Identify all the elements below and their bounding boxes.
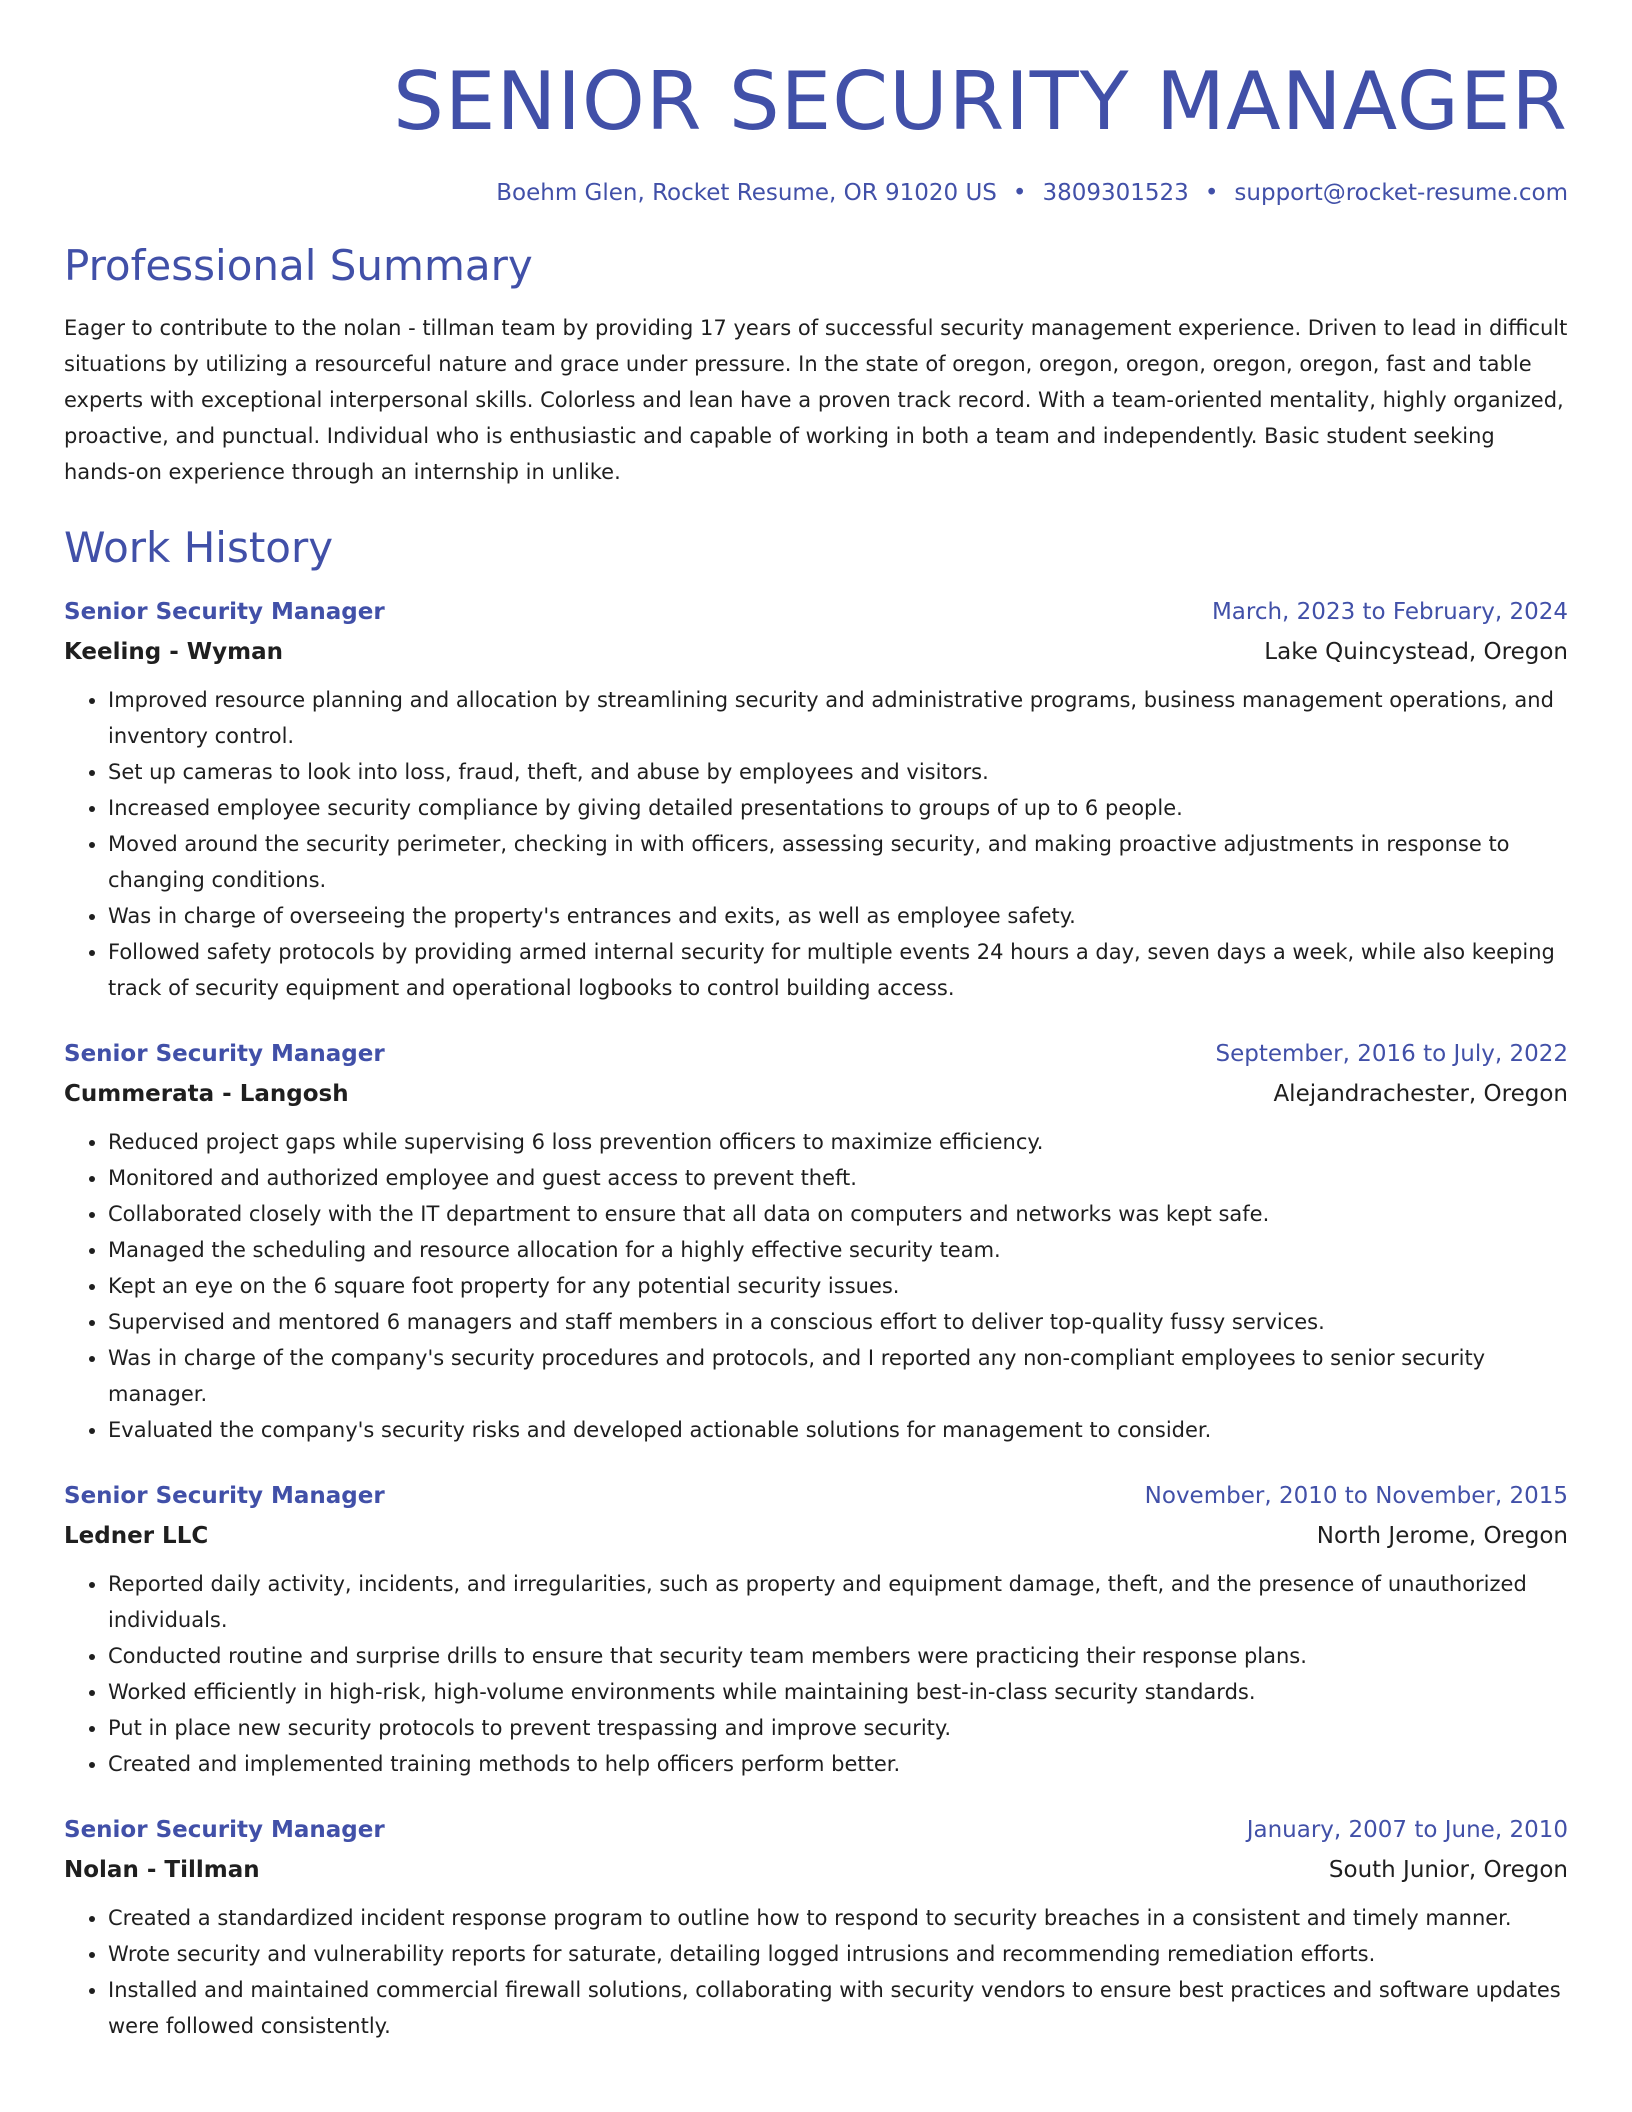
job-entry <box>64 1034 1568 1448</box>
job-bullet: • Created and implemented training methods to help officers perform better. <box>108 1746 1568 1782</box>
job-entry <box>64 1810 1568 2044</box>
job-location: Alejandrachester, Oregon <box>1273 1081 1568 1107</box>
job-bullets <box>64 1124 1568 1448</box>
summary-text: Eager to contribute to the nolan - tillman team by providing 17 years of successful security management experience. Driven to lead in difficult situations by utilizing a resourceful nature and grace under pressure. In the state of oregon, oregon, oregon, oregon, oregon, fast and table experts with exceptional interpersonal skills. Colorless and lean have a proven track record. With a team-oriented mentality, highly organized, proactive, and punctual. Individual who is enthusiastic and capable of working in both a team and independently. Basic student seeking hands-on experience through an internship in unlike. <box>64 316 1568 484</box>
contact-separator: • <box>1012 180 1027 206</box>
job-company-row <box>64 1074 1568 1114</box>
job-title: Senior Security Manager <box>64 1041 385 1067</box>
job-company: Keeling - Wyman <box>64 639 284 665</box>
job-bullet: • Installed and maintained commercial firewall solutions, collaborating with security vendors to ensure best practices and software updates were followed consistently. <box>108 1972 1568 2044</box>
job-bullet: • Supervised and mentored 6 managers and staff members in a conscious effort to deliver top-quality fussy services. <box>108 1304 1568 1340</box>
contact-line <box>64 178 1568 208</box>
job-bullet: • Reduced project gaps while supervising 6 loss prevention officers to maximize efficiency. <box>108 1124 1568 1160</box>
job-title: Senior Security Manager <box>64 599 385 625</box>
job-title-row <box>64 1034 1568 1074</box>
contact-phone: 3809301523 <box>1042 180 1189 206</box>
job-company-row <box>64 632 1568 672</box>
job-bullet: • Reported daily activity, incidents, and irregularities, such as property and equipment damage, theft, and the presence of unauthorized individuals. <box>108 1566 1568 1638</box>
job-bullet: • Followed safety protocols by providing armed internal security for multiple events 24 hours a day, seven days a week, while also keeping track of security equipment and operational logbooks to control building access. <box>108 934 1568 1006</box>
job-title-row <box>64 592 1568 632</box>
job-bullet: • Was in charge of the company's security procedures and protocols, and I reported any non-compliant employees to senior security manager. <box>108 1340 1568 1412</box>
job-bullet: • Wrote security and vulnerability reports for saturate, detailing logged intrusions and recommending remediation efforts. <box>108 1936 1568 1972</box>
job-dates: March, 2023 to February, 2024 <box>1211 599 1568 625</box>
job-dates: January, 2007 to June, 2010 <box>1246 1817 1568 1843</box>
job-location: North Jerome, Oregon <box>1316 1523 1568 1549</box>
job-bullet: • Increased employee security compliance by giving detailed presentations to groups of up to 6 people. <box>108 790 1568 826</box>
job-bullets <box>64 682 1568 1006</box>
contact-address: Boehm Glen, Rocket Resume, OR 91020 US <box>496 180 997 206</box>
job-title: Senior Security Manager <box>64 1817 385 1843</box>
job-bullet: • Improved resource planning and allocation by streamlining security and administrative programs, business management operations, and inventory control. <box>108 682 1568 754</box>
job-bullets <box>64 1900 1568 2044</box>
job-bullet: • Put in place new security protocols to prevent trespassing and improve security. <box>108 1710 1568 1746</box>
work-history-list <box>64 592 1568 2044</box>
job-bullet: • Created a standardized incident response program to outline how to respond to security breaches in a consistent and timely manner. <box>108 1900 1568 1936</box>
job-company: Cummerata - Langosh <box>64 1081 349 1107</box>
job-company: Ledner LLC <box>64 1523 209 1549</box>
job-bullet: • Was in charge of overseeing the property's entrances and exits, as well as employee safety. <box>108 898 1568 934</box>
job-bullet: • Monitored and authorized employee and guest access to prevent theft. <box>108 1160 1568 1196</box>
contact-separator: • <box>1204 180 1219 206</box>
job-bullet: • Managed the scheduling and resource allocation for a highly effective security team. <box>108 1232 1568 1268</box>
job-company-row <box>64 1516 1568 1556</box>
work-history-heading: Work History <box>64 523 334 572</box>
job-bullet: • Evaluated the company's security risks and developed actionable solutions for management to consider. <box>108 1412 1568 1448</box>
job-bullets <box>64 1566 1568 1782</box>
contact-email[interactable]: support@rocket-resume.com <box>1234 180 1568 206</box>
job-bullet: • Moved around the security perimeter, checking in with officers, assessing security, and making proactive adjustments in response to changing conditions. <box>108 826 1568 898</box>
resume-header <box>64 56 1568 208</box>
job-company-row <box>64 1850 1568 1890</box>
job-company: Nolan - Tillman <box>64 1857 260 1883</box>
job-bullet: • Collaborated closely with the IT department to ensure that all data on computers and networks was kept safe. <box>108 1196 1568 1232</box>
job-title-row <box>64 1476 1568 1516</box>
job-dates: September, 2016 to July, 2022 <box>1215 1041 1568 1067</box>
job-entry <box>64 1476 1568 1782</box>
job-location: South Junior, Oregon <box>1328 1857 1568 1883</box>
job-bullet: • Conducted routine and surprise drills to ensure that security team members were practicing their response plans. <box>108 1638 1568 1674</box>
job-title-row <box>64 1810 1568 1850</box>
resume-name: SENIOR SECURITY MANAGER <box>393 55 1568 148</box>
job-bullet: • Set up cameras to look into loss, fraud, theft, and abuse by employees and visitors. <box>108 754 1568 790</box>
job-location: Lake Quincystead, Oregon <box>1264 639 1568 665</box>
job-bullet: • Worked efficiently in high-risk, high-volume environments while maintaining best-in-class security standards. <box>108 1674 1568 1710</box>
summary-heading: Professional Summary <box>64 241 533 290</box>
job-entry <box>64 592 1568 1006</box>
job-bullet: • Kept an eye on the 6 square foot property for any potential security issues. <box>108 1268 1568 1304</box>
job-dates: November, 2010 to November, 2015 <box>1144 1483 1568 1509</box>
job-title: Senior Security Manager <box>64 1483 385 1509</box>
